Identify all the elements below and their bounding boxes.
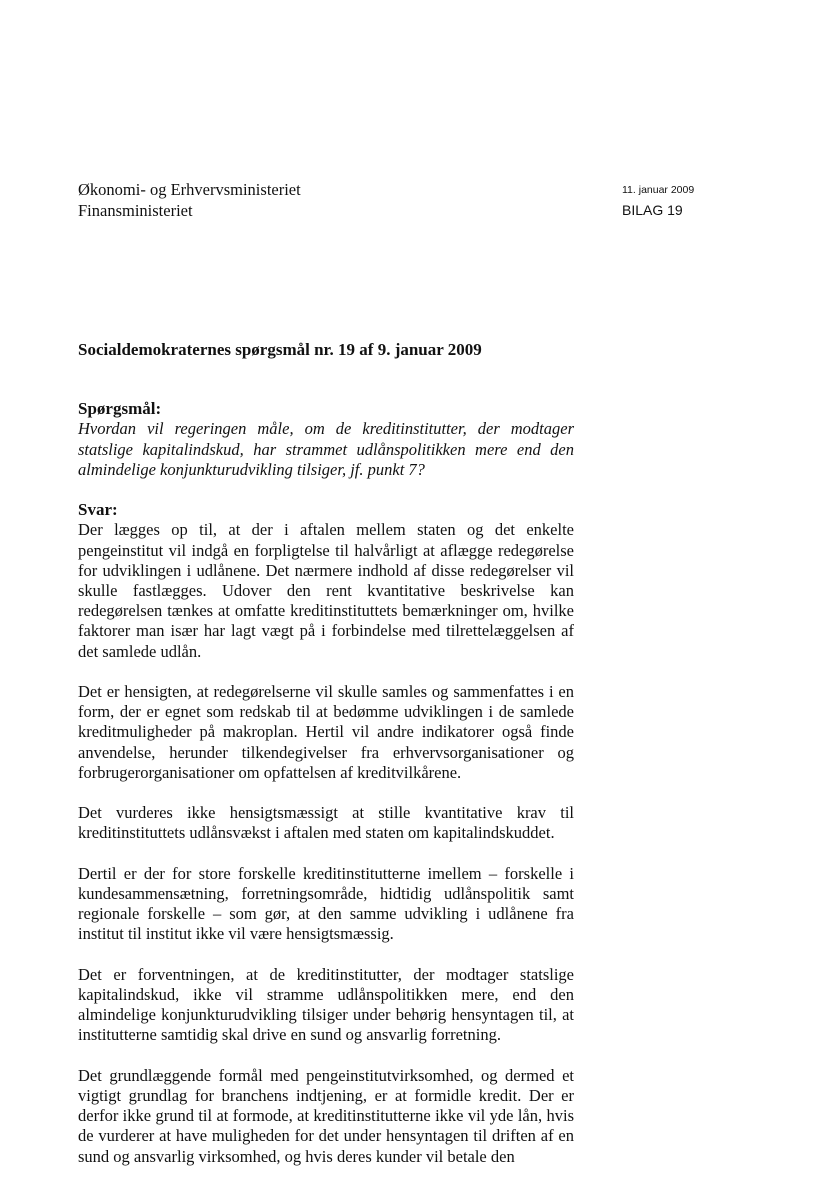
question-text: Hvordan vil regeringen måle, om de kreditinstitutter, der modtager statslige kapitalindskud, har strammet udlånspolitikken mere end den almindelige konjunkturudvikling tilsiger, jf. punkt 7? — [78, 419, 574, 479]
sender-ministry-1: Økonomi- og Erhvervsministeriet — [78, 180, 301, 199]
document-meta — [622, 183, 694, 219]
question-heading: Spørgsmål: — [78, 399, 162, 418]
answer-paragraph: Dertil er der for store forskelle kreditinstitutterne imellem – forskelle i kundesammensætning, forretningsområde, hidtidig udlånspolitik samt regionale forskelle – som gør, at den samme udvikling i udlånene fra institut til institut ikke vil være hensigtsmæssig. — [78, 863, 574, 944]
answer-heading: Svar: — [78, 500, 118, 520]
answer-paragraph: Det er hensigten, at redegørelserne vil skulle samles og sammenfattes i en form, der er egnet som redskab til at bedømme udviklingen i de samlede kreditmuligheder på makroplan. Hertil vil andre indikatorer også finde anvendelse, herunder tilkendegivelser fra erhvervsorganisationer og forbrugerorganisationer om opfattelsen af kreditvilkårene. — [78, 682, 574, 782]
answer-paragraph: Der lægges op til, at der i aftalen mellem staten og det enkelte pengeinstitut vil indgå en forpligtelse til halvårligt at aflægge redegørelse for udviklingen i udlånene. Det nærmere indhold af disse redegørelser vil skulle fastlægges. Udover den rent kvantitative beskrivelse kan redegørelsen tænkes at omfatte kreditinstituttets bemærkninger om, hvilke faktorer man især har lagt vægt på i forbindelse med tilrettelæggelsen af det samlede udlån. — [78, 520, 574, 661]
answer-paragraph: Det er forventningen, at de kreditinstitutter, der modtager statslige kapitalindskud, ikke vil stramme udlånspolitikken mere, end den almindelige konjunkturudvikling tilsiger under behørig hensyntagen til, at institutterne samtidig skal drive en sund og ansvarlig forretning. — [78, 964, 574, 1045]
document-title: Socialdemokraternes spørgsmål nr. 19 af 9. januar 2009 — [78, 340, 482, 359]
document-date: 11. januar 2009 — [622, 184, 695, 196]
answer-paragraph: Det vurderes ikke hensigtsmæssigt at stille kvantitative krav til kreditinstituttets udlånsvækst i aftalen med staten om kapitalindskuddet. — [78, 803, 574, 843]
answer-paragraph: Det grundlæggende formål med pengeinstitutvirksomhed, og dermed et vigtigt grundlag for branchens indtjening, er at formidle kredit. Der er derfor ikke grund til at formode, at kreditinstitutterne ikke vil yde lån, hvis de vurderer at have muligheden for det under hensyntagen til driften af en sund og ansvarlig virksomhed, og hvis deres kunder vil betale den — [78, 1065, 574, 1166]
document-body — [78, 399, 574, 1187]
sender-block — [78, 179, 301, 221]
sender-ministry-2: Finansministeriet — [78, 201, 193, 220]
answer-section — [78, 500, 574, 1167]
bilag-number: BILAG 19 — [622, 202, 683, 218]
